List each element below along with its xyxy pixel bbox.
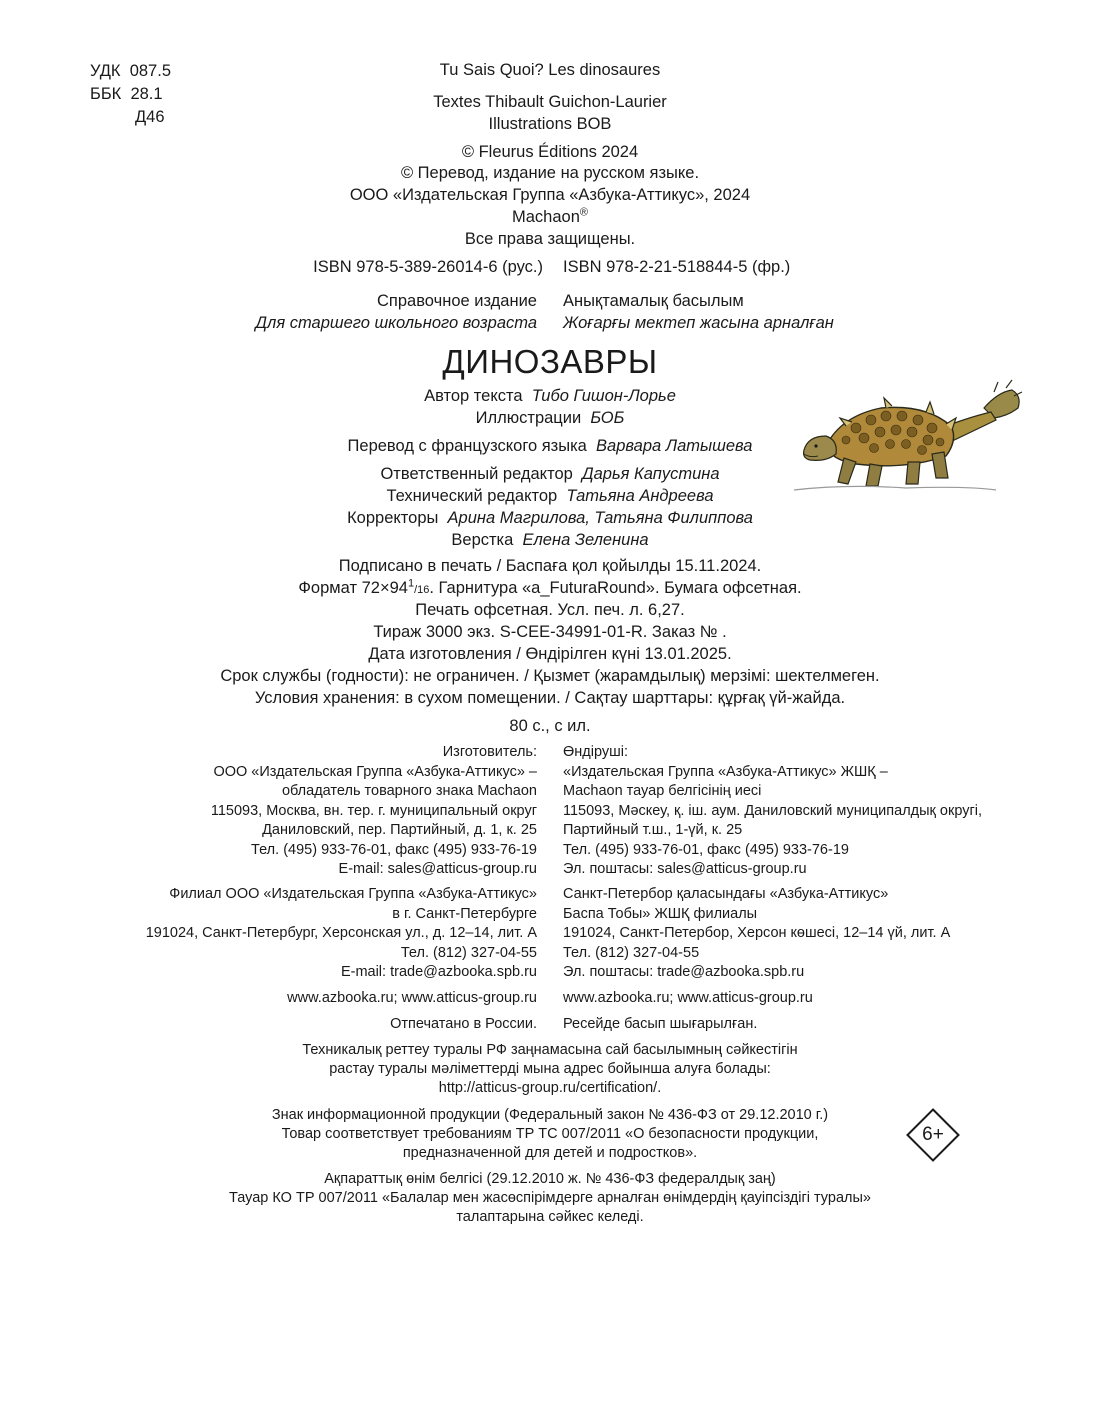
- print-run: Тираж 3000 экз. S-CEE-34991-01-R. Заказ № .: [373, 623, 727, 641]
- credit-layout: [0, 531, 1100, 550]
- page-count: 80 с., с ил.: [509, 717, 591, 735]
- manufacturer-ru-line: Изготовитель:: [442, 744, 537, 760]
- edition-type-ru: Справочное издание: [377, 292, 537, 310]
- manufacturer-ru-line: Даниловский, пер. Партийный, д. 1, к. 25: [262, 822, 537, 838]
- printed-in-ru: Отпечатано в России.: [390, 1016, 537, 1032]
- udk-value: 087.5: [129, 62, 171, 80]
- printed-in-kz: Ресейде басып шығарылған.: [563, 1016, 758, 1032]
- isbn-ru: ISBN 978-5-389-26014-6 (рус.): [313, 258, 543, 276]
- manufacturer-kz-line: Тел. (495) 933-76-01, факс (495) 933-76-19: [563, 841, 849, 858]
- credit-editor-value: Дарья Капустина: [582, 465, 720, 483]
- print-type: Печать офсетная. Усл. печ. л. 6,27.: [415, 601, 685, 619]
- manufacturer-kz-line: «Издательская Группа «Азбука-Аттикус» ЖШҚ –: [563, 763, 888, 780]
- websites-kz: www.azbooka.ru; www.atticus-group.ru: [563, 990, 813, 1006]
- manufacturer-kz-line: 115093, Мәскеу, қ. іш. аум. Даниловский муниципалдық округі,: [563, 802, 983, 819]
- ankylosaurus-illustration: [786, 378, 1026, 496]
- imprint: Machaon: [512, 208, 580, 226]
- manufacturer-ru-line: ООО «Издательская Группа «Азбука-Аттикус» –: [213, 763, 537, 780]
- credit-layout-label: Верстка: [451, 531, 514, 549]
- certification-url: http://atticus-group.ru/certification/.: [438, 1080, 662, 1096]
- credit-proofreaders-value: Арина Магрилова, Татьяна Филиппова: [447, 509, 753, 527]
- certification-line: растау туралы мәліметтерді мына адрес бойынша алуға болады:: [329, 1061, 771, 1077]
- branch-ru-line: E-mail: trade@azbooka.spb.ru: [340, 964, 537, 980]
- info-sign-kz-line: Ақпараттық өнім белгісі (29.12.2010 ж. № 436-ФЗ федералдық заң): [324, 1171, 776, 1187]
- info-sign-ru-line: Товар соответствует требованиям ТР ТС 007/2011 «О безопасности продукции,: [281, 1126, 819, 1142]
- isbn-fr: ISBN 978-2-21-518844-5 (фр.): [563, 258, 791, 276]
- branch-ru-line: 191024, Санкт-Петербург, Херсонская ул., д. 12–14, лит. А: [145, 925, 537, 941]
- bbk-label: ББК: [90, 85, 122, 103]
- branch-kz-line: Баспа Тобы» ЖШҚ филиалы: [563, 905, 758, 922]
- author-mark: Д46: [135, 108, 165, 126]
- manufacturer-kz-line: Machaon тауар белгісінің иесі: [563, 783, 762, 799]
- credit-tech-editor-value: Татьяна Андреева: [566, 487, 714, 505]
- credit-author-value: Тибо Гишон-Лорье: [531, 387, 676, 405]
- edition-age-kz: Жоғарғы мектеп жасына арналған: [563, 314, 834, 332]
- branch-kz-line: Тел. (812) 327-04-55: [563, 944, 700, 961]
- storage-conditions: Условия хранения: в сухом помещении. / Сақтау шарттары: құрғақ үй-жайда.: [254, 689, 846, 707]
- ankylosaurus-drawing: [786, 378, 1026, 496]
- print-format-sub: /16: [414, 584, 430, 596]
- edition-age-ru: Для старшего школьного возраста: [255, 314, 537, 332]
- branch-kz-line: Эл. поштасы: trade@azbooka.spb.ru: [563, 964, 805, 980]
- manufacturer-ru-line: Тел. (495) 933-76-01, факс (495) 933-76-19: [251, 841, 537, 858]
- manufacturer-ru-line: обладатель товарного знака Machaon: [281, 783, 537, 799]
- copyright-translation: © Перевод, издание на русском языке.: [400, 164, 700, 182]
- udk-label: УДК: [90, 62, 121, 80]
- branch-ru: [146, 885, 537, 983]
- branch-ru-line: Филиал ООО «Издательская Группа «Азбука-Аттикус»: [169, 886, 537, 902]
- credit-proofreaders: [0, 509, 1100, 528]
- edition-type-kz: Анықтамалық басылым: [563, 292, 744, 310]
- print-signed: Подписано в печать / Баспаға қол қойылды 15.11.2024.: [338, 557, 762, 575]
- manufacturer-ru-line: E-mail: sales@atticus-group.ru: [338, 861, 537, 877]
- credit-proofreaders-label: Корректоры: [347, 509, 439, 527]
- branch-ru-line: в г. Санкт-Петербурге: [392, 905, 537, 922]
- branch-kz-line: Санкт-Петербор қаласындағы «Азбука-Аттикус»: [563, 886, 889, 902]
- manufacturer-kz-line: Өндіруші:: [563, 744, 629, 760]
- book-title: ДИНОЗАВРЫ: [442, 343, 658, 380]
- original-illustrations: Illustrations BOB: [488, 115, 612, 133]
- branch-ru-line: Тел. (812) 327-04-55: [400, 944, 537, 961]
- manufacturer-ru: [211, 743, 537, 880]
- info-sign-kz-line: Тауар КО ТР 007/2011 «Балалар мен жасөспірімдерге арналған өнімдердің қауіпсіздігі туралы»: [229, 1190, 871, 1206]
- print-format-sup: 1: [407, 577, 415, 590]
- info-sign-kz-line: талаптарына сәйкес келеді.: [456, 1209, 644, 1225]
- copyright-publisher: ООО «Издательская Группа «Азбука-Аттикус», 2024: [349, 186, 751, 204]
- manufacturer-kz-line: Эл. поштасы: sales@atticus-group.ru: [563, 861, 807, 877]
- print-format: [0, 579, 1100, 598]
- imprint-line: [0, 208, 1100, 227]
- print-format-a: Формат 72×94: [298, 579, 408, 597]
- registered-mark: ®: [579, 206, 588, 219]
- manufacturer-kz-line: Партийный т.ш., 1-үй, к. 25: [563, 822, 743, 838]
- credit-illustrator-label: Иллюстрации: [475, 409, 582, 427]
- branch-kz: [563, 885, 950, 983]
- certification-line: Техникалық реттеу туралы РФ заңнамасына сай басылымның сәйкестігін: [302, 1042, 798, 1058]
- credit-translation-value: Варвара Латышева: [596, 437, 753, 455]
- websites-ru: www.azbooka.ru; www.atticus-group.ru: [287, 990, 537, 1006]
- manufacturer-ru-line: 115093, Москва, вн. тер. г. муниципальный округ: [210, 802, 537, 819]
- branch-kz-line: 191024, Санкт-Петербор, Херсон көшесі, 12–14 үй, лит. А: [563, 925, 951, 941]
- credit-editor-label: Ответственный редактор: [380, 465, 573, 483]
- copyright-fleurus: © Fleurus Éditions 2024: [461, 143, 639, 161]
- credit-tech-editor-label: Технический редактор: [386, 487, 558, 505]
- credit-translation-label: Перевод с французского языка: [347, 437, 587, 455]
- manufacturer-kz: [563, 743, 982, 880]
- credit-layout-value: Елена Зеленина: [522, 531, 649, 549]
- age-rating-badge: [906, 1108, 960, 1162]
- print-format-b: . Гарнитура «a_FuturaRound». Бумага офсетная.: [429, 579, 802, 597]
- shelf-life: Срок службы (годности): не ограничен. / Қызмет (жарамдылық) мерзімі: шектелмеген.: [220, 667, 880, 685]
- age-rating-text: 6+: [922, 1124, 944, 1145]
- info-sign-ru-line: Знак информационной продукции (Федеральный закон № 436-ФЗ от 29.12.2010 г.): [271, 1107, 829, 1123]
- credit-illustrator-value: БОБ: [590, 409, 625, 427]
- original-title: Tu Sais Quoi? Les dinosaures: [439, 61, 661, 79]
- info-sign-ru-line: предназначенной для детей и подростков».: [402, 1145, 698, 1161]
- manufacture-date: Дата изготовления / Өндірілген күні 13.01.2025.: [368, 645, 732, 663]
- original-texts: Textes Thibault Guichon-Laurier: [433, 93, 667, 111]
- credit-author-label: Автор текста: [424, 387, 523, 405]
- bbk-value: 28.1: [130, 85, 163, 103]
- rights-reserved: Все права защищены.: [464, 230, 636, 248]
